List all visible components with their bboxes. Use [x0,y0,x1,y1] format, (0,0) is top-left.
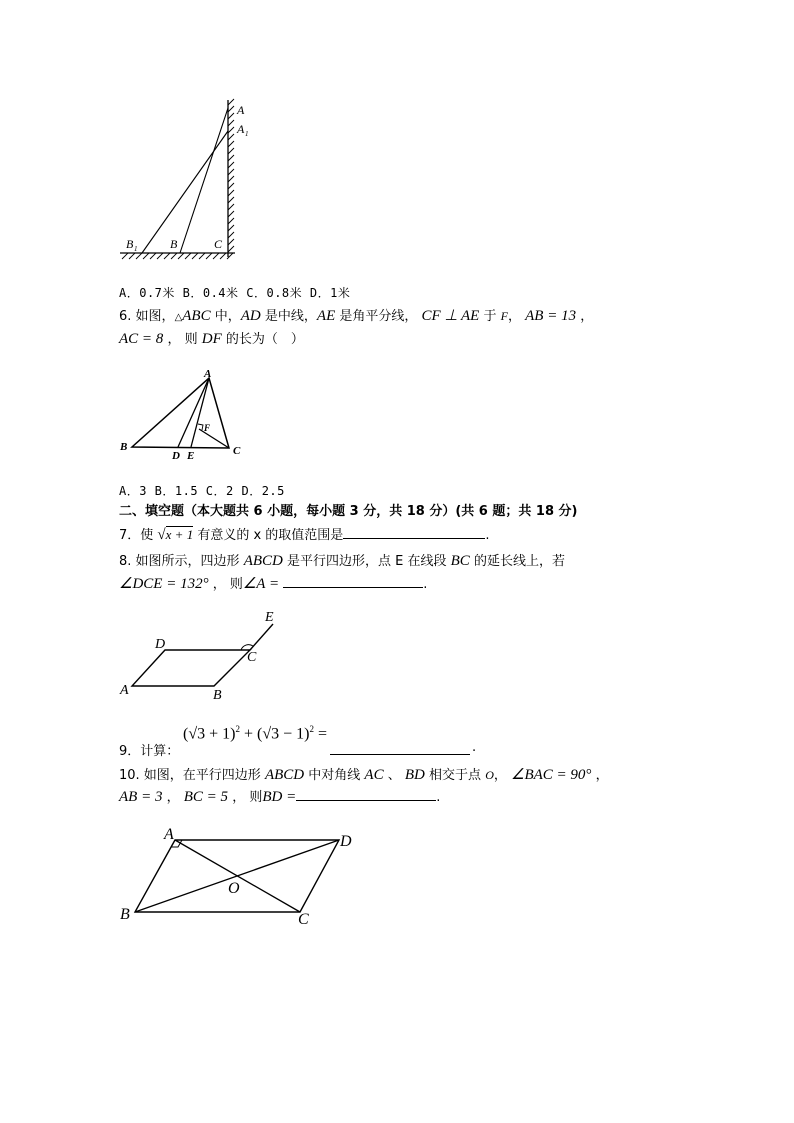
q8-line1 [119,550,565,570]
q10-ab-eq: AB = 3 [119,789,163,805]
q6-triangle-symbol: △ [174,312,183,323]
label-a1-sub: 1 [245,130,249,138]
parallelogram-figure-2 [115,822,365,932]
label-b: B [170,237,178,251]
q6-is-bisector: 是角平分线， [339,309,418,324]
q6-df: DF [201,331,222,347]
pg2-label-c: C [298,911,309,928]
q6-ae: AE [316,308,336,324]
pg1-label-b: B [213,688,222,700]
q6-num: 6. [119,309,132,324]
triangle-figure [115,368,255,463]
q10-ac: AC [364,767,384,783]
q7-radicand: x + 1 [165,527,194,542]
q8-text-a: 8. 如图所示，四边形 [119,554,240,569]
q8-end: . [423,577,428,592]
q6-line1 [119,305,593,325]
q10-text-a: 10. 如图，在平行四边形 [119,768,261,783]
q10-bd-eq: BD = [262,789,297,805]
q6-intro: 如图， [135,309,175,324]
label-a: A [237,103,245,117]
ladder-figure [110,95,270,265]
q8-text-c: 的延长线上，若 [473,554,565,569]
q6-length-is: 的长为（ ） [225,332,304,347]
pg1-label-e: E [265,610,274,625]
q6-comma2: ， [580,309,594,324]
pg2-label-d: D [340,833,352,850]
q10-bd: BD [404,767,425,783]
q7-text: 有意义的 x 的取值范围是 [197,528,344,543]
q7-end: . [485,528,490,543]
q5-options: A．0.7米 B．0.4米 C．0.8米 D．1米 [119,286,351,300]
q10-line1 [119,764,609,784]
q10-text-b: 中对角线 [308,768,361,783]
pg1-label-a: A [120,683,129,698]
q10-comma2: ， [595,768,609,783]
section2-title: 二、填空题（本大题共 6 小题，每小题 3 分，共 18 分）(共 6 题；共 18 分) [119,504,578,519]
pg1-label-c: C [247,650,257,665]
q9-answer-blank[interactable] [330,740,470,755]
q9-term-b: √3 − 1 [262,725,305,743]
tri-label-c: C [233,445,241,457]
q10-comma: ， [493,768,507,783]
q6-f: F [500,309,508,323]
q8-text-b: 是平行四边形，点 E 在线段 [287,554,447,569]
q6-options: A．3 B．1.5 C．2 D．2.5 [119,484,285,498]
label-b1-sub: 1 [134,245,138,253]
q9-end: . [472,740,477,755]
tri-label-a: A [204,368,212,380]
tri-label-f: F [204,423,211,433]
q8-line2 [119,573,427,593]
parallelogram-figure-1 [115,605,285,700]
tri-label-e: E [187,450,195,462]
q7-sqrt: √x + 1 [157,527,194,543]
q10-angle-bac: ∠BAC = 90° [511,767,592,783]
pg1-label-d: D [155,637,166,652]
q9-equals: = [317,725,327,743]
q8-then: ， 则 [212,577,243,592]
q10-o: O [485,768,494,782]
q8-angle-a: ∠A = [242,576,280,592]
q6-line2 [119,328,304,348]
q10-end: . [436,790,441,805]
q6-ac-eq: AC = 8 [119,331,164,347]
label-c: C [214,237,223,251]
q9-square-a: 2 [235,724,240,734]
ladder-line-a1b1 [142,131,228,253]
q10-text-c: 相交于点 [429,768,482,783]
q7-line [119,524,489,544]
q6-comma1: ， [507,309,521,324]
q9-label: 9．计算： [119,744,180,759]
q6-is-median: 是中线， [264,309,317,324]
q6-abc: ABC [182,308,211,324]
label-b1: B [126,237,134,251]
ladder-line-ab [180,108,228,253]
q10-then: ， 则 [232,790,263,805]
tri-label-d: D [172,450,180,462]
pg2-label-o: O [228,880,240,897]
q10-sep: 、 [387,768,401,783]
q7-answer-blank[interactable] [343,524,485,539]
q10-comma3: ， [166,790,180,805]
q9-expression: $(√3 + 1)^2 + (√3 - 1)^2$ = [183,724,327,743]
pg2-label-b: B [120,906,130,923]
q7-num: 7．使 [119,528,154,543]
q10-bc-eq: BC = 5 [183,789,229,805]
q6-comma3: ， [167,332,181,347]
q6-yu: 于 [483,309,497,324]
label-a1: A [237,122,245,136]
tri-label-b: B [120,441,128,453]
q8-angle-dce: ∠DCE = 132° [119,576,209,592]
q6-zhong: 中， [214,309,241,324]
q8-answer-blank[interactable] [283,573,423,588]
q8-bc: BC [450,553,470,569]
q10-abcd: ABCD [264,767,305,783]
q6-then: 则 [184,332,198,347]
q9-square-b: 2 [309,724,314,734]
q6-ad: AD [240,308,261,324]
pg2-label-a: A [164,826,174,843]
q8-abcd: ABCD [243,553,283,569]
q10-line2 [119,786,440,806]
q9-term-a: √3 + 1 [188,725,231,743]
q10-answer-blank[interactable] [296,786,436,801]
q6-ab-eq: AB = 13 [525,308,577,324]
q6-cf-perp-ae: CF ⊥ AE [421,308,480,324]
q9-plus: + [243,725,253,743]
